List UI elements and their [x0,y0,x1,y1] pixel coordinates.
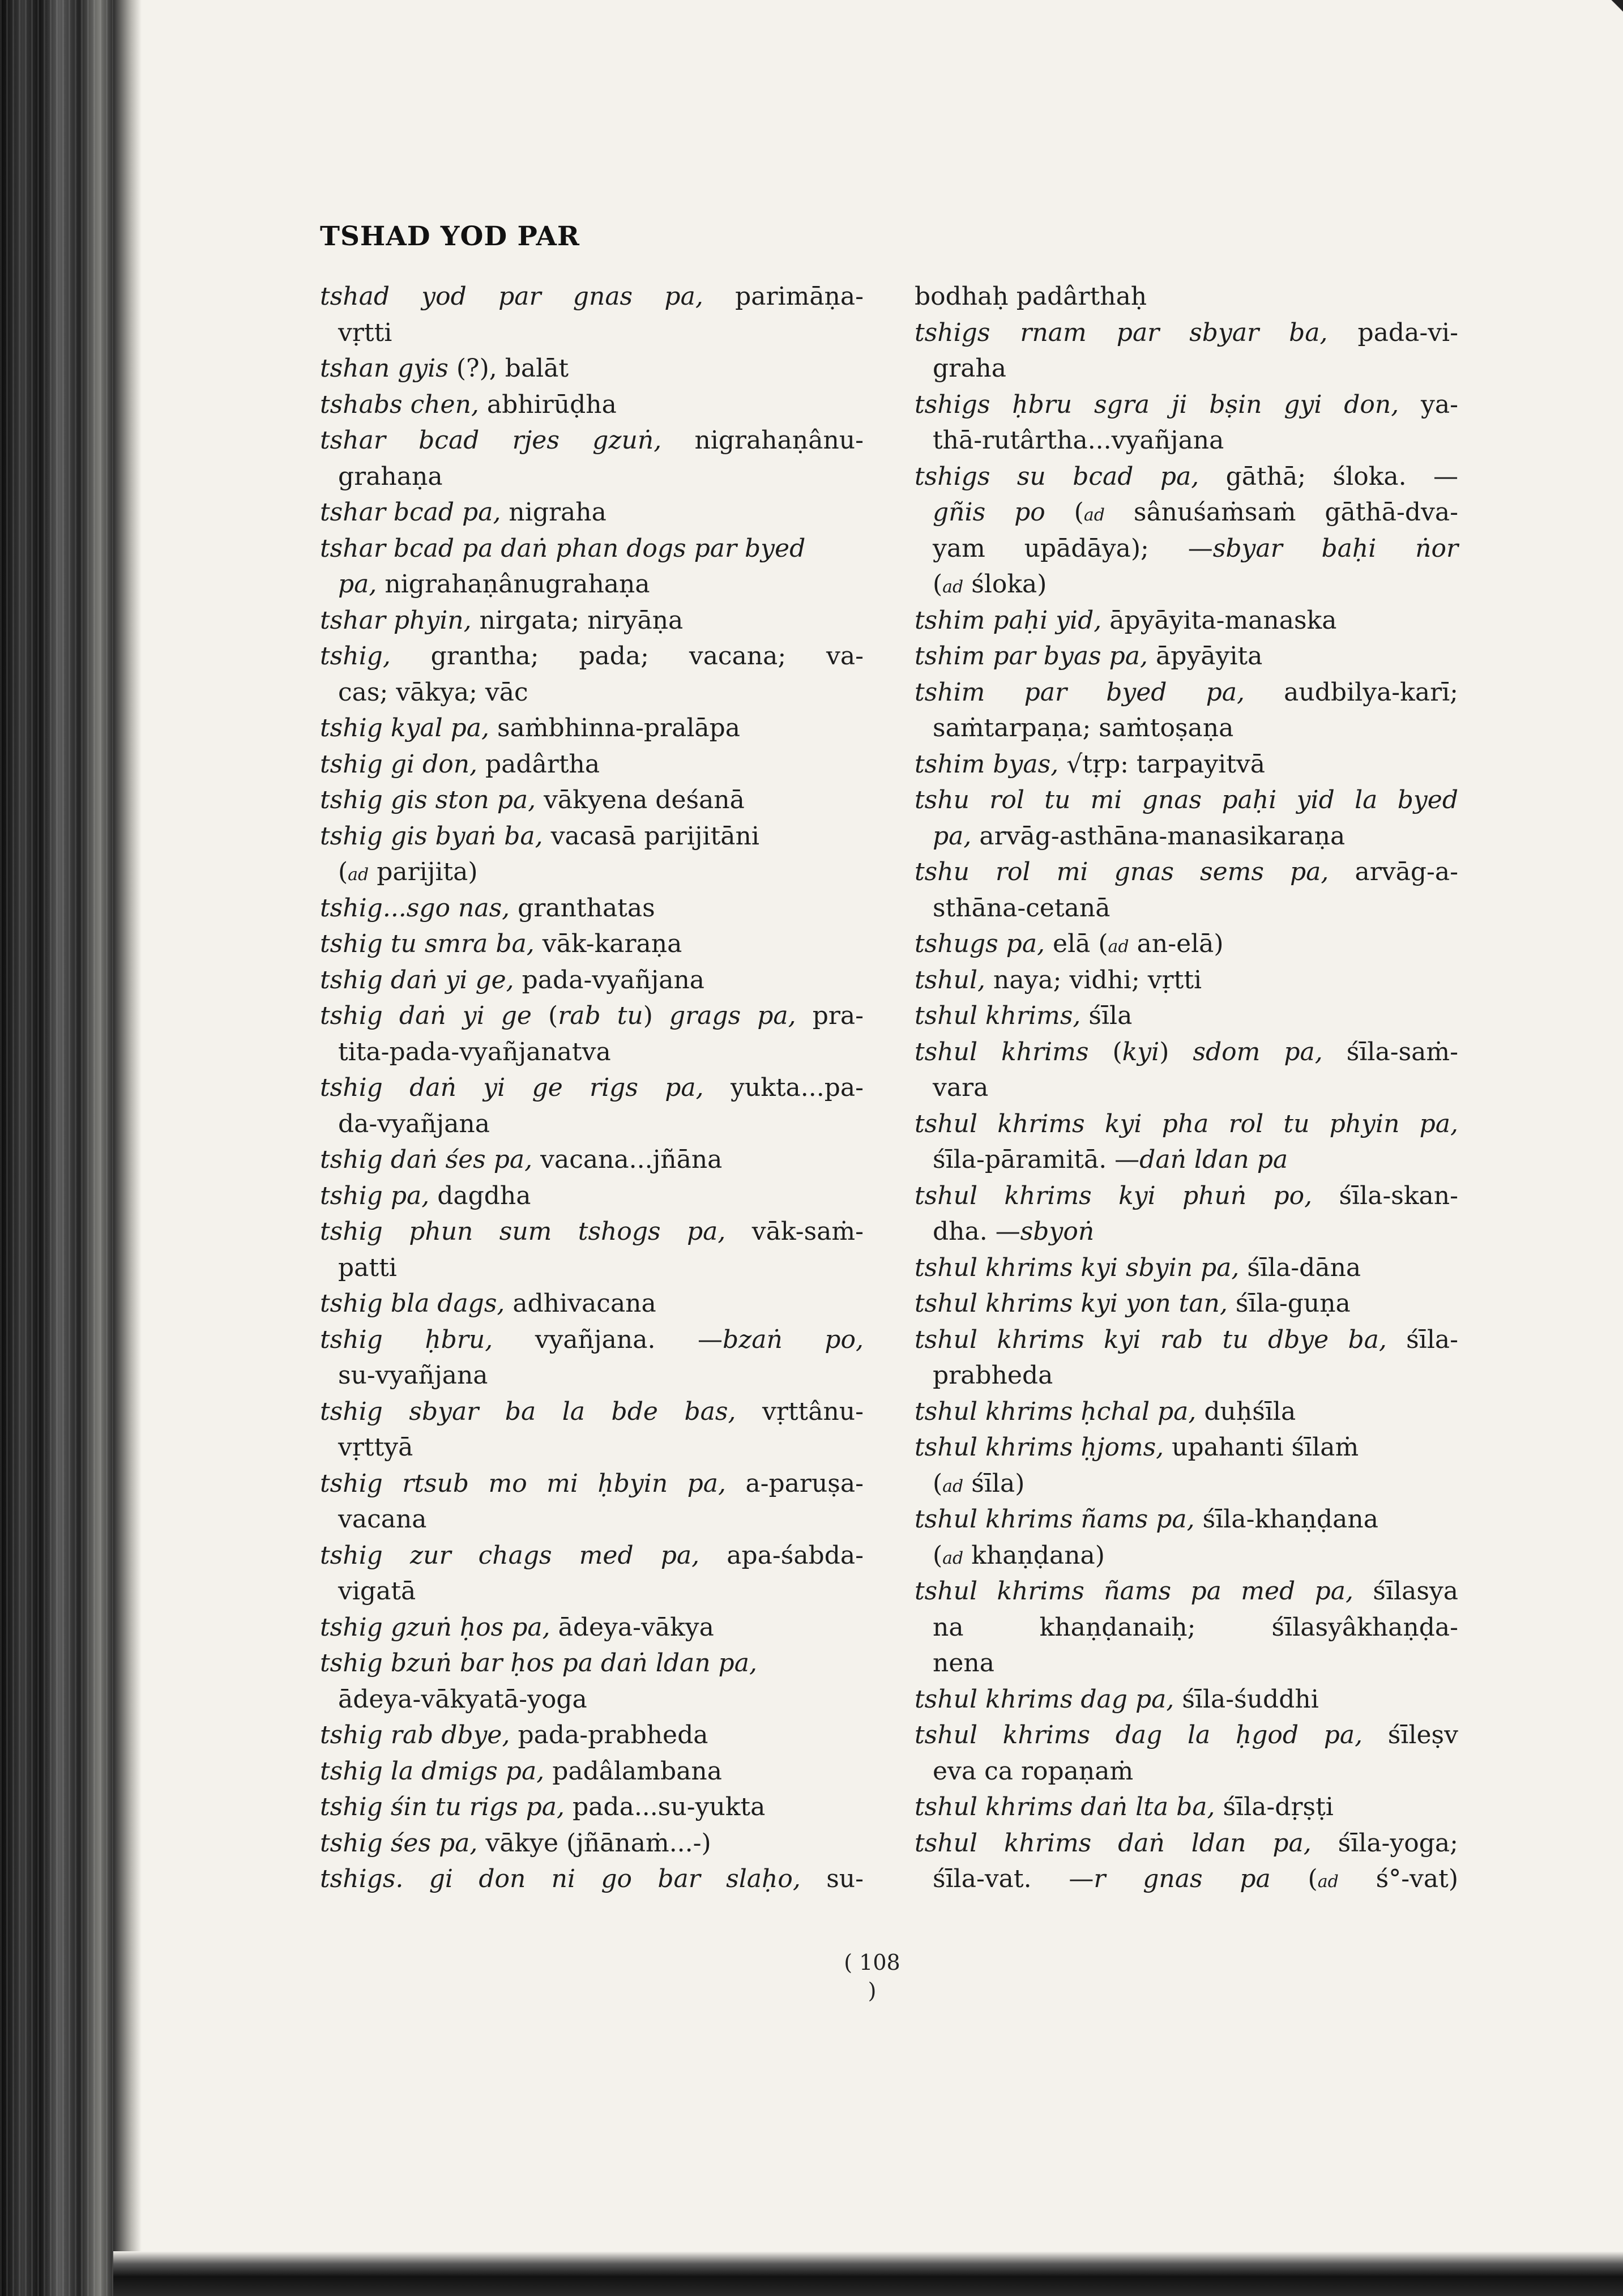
sanskrit-equivalent: śīleṣv [1387,1721,1458,1749]
entry-continuation-line [320,854,864,890]
tibetan-term: sdom pa, [1193,1037,1347,1066]
tibetan-term: tshigs rnam par sbyar ba, [915,318,1358,347]
sanskrit-equivalent: vacasā parijitāni [550,821,759,851]
sanskrit-equivalent: duḥśīla [1204,1397,1296,1426]
entry-line [915,1178,1458,1214]
entry-line [915,962,1458,998]
tibetan-term: tshim byas, [915,749,1067,779]
sanskrit-equivalent: ) [1159,1037,1193,1066]
tibetan-term: tshul khrims kyi sbyin pa, [915,1253,1248,1282]
tibetan-term: tshig phun sum tshogs pa, [320,1217,752,1246]
note-abbrev: ad [942,577,964,597]
sanskrit-equivalent: vāk-karaṇa [542,929,682,958]
binding-texture [0,0,113,2296]
entry-line [320,1286,864,1322]
tibetan-term: tshigs. gi don ni go bar slaḥo, [320,1864,827,1893]
tibetan-term: r gnas pa [1094,1864,1308,1893]
sanskrit-equivalent: pra- [812,1001,864,1030]
tibetan-term: tshar bcad pa daṅ phan dogs par byed [320,534,806,563]
tibetan-term: tshar bcad rjes gzuṅ, [320,426,695,455]
sanskrit-equivalent: pada...su-yukta [573,1793,766,1821]
entry-continuation-line [320,1358,864,1394]
entry-line [320,782,864,818]
sanskrit-equivalent: dha. — [933,1217,1020,1246]
entry-line [320,1753,864,1790]
entry-line [320,1645,864,1682]
sanskrit-equivalent: śloka) [963,570,1047,599]
tibetan-term: kyi [1122,1037,1160,1066]
entry-line [320,387,864,423]
sanskrit-equivalent: vara [933,1073,989,1102]
tibetan-term: tshig bzuṅ bar ḥos pa daṅ ldan pa, [320,1649,757,1678]
tibetan-term: tshar phyin, [320,605,480,635]
sanskrit-equivalent: śīla-skan- [1339,1181,1458,1210]
sanskrit-equivalent: ya- [1421,390,1458,419]
tibetan-term: tshig śin tu rigs pa, [320,1793,573,1821]
entry-line [915,1322,1458,1358]
tibetan-term: tshig daṅ yi ge rigs pa, [320,1073,731,1102]
sanskrit-equivalent: sânuśaṁsaṁ gāthā-dva- [1104,498,1458,527]
sanskrit-equivalent: ādeya-vākyatā-yoga [338,1684,587,1714]
sanskrit-equivalent: (?), balāt [456,354,569,383]
entry-continuation-line [320,1250,864,1286]
tibetan-term: tshul khrims, [915,1001,1089,1030]
tibetan-term: tshabs chen, [320,390,487,419]
tibetan-term: tshig sbyar ba la bde bas, [320,1397,762,1426]
tibetan-term: tshig la dmigs pa, [320,1756,553,1786]
tibetan-term: bzaṅ po, [722,1325,864,1354]
entry-continuation-line [320,1429,864,1466]
entry-continuation-line [320,315,864,351]
sanskrit-equivalent: ( [1112,1037,1122,1066]
entry-line [320,638,864,675]
entry-continuation-line [915,1610,1458,1646]
sanskrit-equivalent: śīla-śuddhi [1182,1684,1319,1714]
entry-line [915,279,1458,315]
entry-line [320,746,864,783]
sanskrit-equivalent: nigrahaṇânugrahaṇa [385,570,650,599]
entry-line [320,1070,864,1106]
tibetan-term: tshig gi don, [320,749,486,779]
sanskrit-equivalent: vacana [338,1505,427,1534]
entry-line [320,890,864,927]
entry-continuation-line [915,818,1458,855]
tibetan-term: tshig daṅ yi ge, [320,965,522,995]
entry-continuation-line [320,1682,864,1718]
tibetan-term: tshigs su bcad pa, [915,462,1226,491]
entry-line [915,1573,1458,1610]
sanskrit-equivalent: adhivacana [512,1289,656,1318]
sanskrit-equivalent: tita-pada-vyañjanatva [338,1037,611,1066]
tibetan-term: tshan gyis [320,354,456,383]
sanskrit-equivalent: naya; vidhi; vṛtti [993,965,1202,995]
entry-continuation-line [915,890,1458,927]
entry-continuation-line [915,1861,1458,1897]
sanskrit-equivalent: vacana...jñāna [540,1145,723,1174]
entry-continuation-line [915,1645,1458,1682]
tibetan-term: rab tu [558,1001,643,1030]
right-column [915,279,1458,1897]
entry-line [915,1825,1458,1862]
note-abbrev: ad [348,865,369,885]
entry-line [915,603,1458,639]
entry-continuation-line [915,1358,1458,1394]
sanskrit-equivalent: √tṛp: tarpayitvā [1066,749,1265,779]
sanskrit-equivalent: patti [338,1253,397,1282]
sanskrit-equivalent: vyañjana. — [535,1325,723,1354]
sanskrit-equivalent: vākyena deśanā [544,786,745,814]
tibetan-term: tshugs pa, [915,929,1053,958]
sanskrit-equivalent: grahaṇa [338,462,443,491]
entry-line [915,1717,1458,1753]
note-abbrev: ad [1108,937,1129,957]
tibetan-term: tshar bcad pa, [320,498,509,527]
tibetan-term: tshig bla dags, [320,1289,513,1318]
tibetan-term: tshul khrims ñams pa, [915,1505,1203,1534]
sanskrit-equivalent: thā-rutârtha...vyañjana [933,426,1224,455]
tibetan-term: tshul khrims [915,1037,1113,1066]
entry-line [915,459,1458,495]
entry-line [320,1394,864,1430]
entry-line [320,1825,864,1862]
sanskrit-equivalent: su- [826,1864,864,1893]
entry-line [915,1429,1458,1466]
sanskrit-equivalent: prabheda [933,1361,1053,1390]
entry-line [320,818,864,855]
sanskrit-equivalent: a-paruṣa- [745,1469,864,1498]
tibetan-term: sbyar baḥi ṅor [1212,534,1459,563]
sanskrit-equivalent: vigatā [338,1577,416,1606]
entry-continuation-line [915,1538,1458,1574]
tibetan-term: tshul, [915,965,993,995]
sanskrit-equivalent: padâlambana [552,1756,722,1786]
entry-line [915,926,1458,962]
sanskrit-equivalent: śīla [1088,1001,1133,1030]
tibetan-term: tshul khrims kyi yon tan, [915,1289,1236,1318]
tibetan-term: tshig...sgo nas, [320,893,518,923]
tibetan-term: tshul khrims ḥjoms, [915,1433,1172,1462]
note-abbrev: ad [942,1548,964,1568]
tibetan-term: tshu rol mi gnas sems pa, [915,857,1355,886]
entry-continuation-line [320,459,864,495]
entry-line [320,1789,864,1825]
entry-line [320,351,864,387]
sanskrit-equivalent: śīla- [1406,1325,1458,1354]
entry-line [320,1214,864,1250]
entry-continuation-line [915,566,1458,603]
sanskrit-equivalent: ( [933,1540,943,1570]
page-corner-mark [1597,0,1623,23]
sanskrit-equivalent: gāthā; śloka. — [1225,462,1458,491]
entry-line [915,746,1458,783]
entry-line [915,1034,1458,1070]
sanskrit-equivalent: padârtha [485,749,600,779]
entry-continuation-line [915,494,1458,531]
entry-line [915,1286,1458,1322]
sanskrit-equivalent: ( [548,1001,558,1030]
sanskrit-equivalent: nigraha [509,498,607,527]
entry-continuation-line [915,531,1458,567]
entry-continuation-line [915,1214,1458,1250]
entry-line [915,1682,1458,1718]
entry-line [915,782,1458,818]
note-abbrev: ad [1317,1872,1339,1892]
sanskrit-equivalent: vāk-saṁ- [751,1217,864,1246]
entry-line [320,1717,864,1753]
entry-continuation-line [320,675,864,711]
sanskrit-equivalent: vṛttânu- [762,1397,864,1426]
entry-line [320,1861,864,1897]
sanskrit-equivalent: ( [1308,1864,1318,1893]
tibetan-term: tshad yod par gnas pa, [320,282,736,311]
tibetan-term: tshul khrims ḥchal pa, [915,1397,1205,1426]
sanskrit-equivalent: upahanti śīlaṁ [1172,1433,1359,1462]
entry-line [915,1250,1458,1286]
sanskrit-equivalent: abhirūḍha [486,390,617,419]
sanskrit-equivalent: yukta...pa- [731,1073,864,1102]
sanskrit-equivalent: arvāg-a- [1355,857,1458,886]
tibetan-term: daṅ ldan pa [1139,1145,1288,1174]
entry-continuation-line [320,1034,864,1070]
sanskrit-equivalent: elā ( [1053,929,1108,958]
entry-line [915,854,1458,890]
running-header: TSHAD YOD PAR [320,221,580,252]
sanskrit-equivalent: khaṇḍana) [963,1540,1105,1570]
entry-continuation-line [915,351,1458,387]
entry-continuation-line [320,566,864,603]
entry-line [320,926,864,962]
tibetan-term: tshul khrims daṅ lta ba, [915,1793,1223,1821]
sanskrit-equivalent: ( [933,570,943,599]
sanskrit-equivalent: śīla-yoga; [1338,1828,1458,1858]
sanskrit-equivalent: saṁtarpaṇa; saṁtoṣaṇa [933,714,1234,742]
sanskrit-equivalent: na khaṇḍanaiḥ; śīlasyâkhaṇḍa- [933,1612,1458,1642]
entry-line [320,1466,864,1502]
sanskrit-equivalent: parimāṇa- [735,282,864,311]
tibetan-term: tshig daṅ śes pa, [320,1145,541,1174]
entry-line [320,1178,864,1214]
tibetan-term: sbyoṅ [1020,1217,1095,1246]
sanskrit-equivalent: su-vyañjana [338,1361,488,1390]
tibetan-term: tshig rtsub mo mi ḥbyin pa, [320,1469,746,1498]
tibetan-term: tshul khrims daṅ ldan pa, [915,1828,1338,1858]
tibetan-term: tshim paḥi yid, [915,605,1110,635]
tibetan-term: grags pa, [669,1001,813,1030]
entry-continuation-line [915,1466,1458,1502]
left-column [320,279,864,1897]
tibetan-term: tshul khrims kyi pha rol tu phyin pa, [915,1109,1458,1138]
tibetan-term: tshig gzuṅ ḥos pa, [320,1612,558,1642]
sanskrit-equivalent: da-vyañjana [338,1109,490,1138]
entry-line [320,279,864,315]
note-abbrev: ad [1083,505,1105,525]
tibetan-term: tshig śes pa, [320,1828,486,1858]
entry-line [320,1538,864,1574]
sanskrit-equivalent: pada-prabheda [518,1721,708,1749]
sanskrit-equivalent: grantha; pada; vacana; va- [430,642,864,671]
sanskrit-equivalent: śīla-khaṇḍana [1202,1505,1378,1534]
sanskrit-equivalent: nena [933,1649,994,1678]
tibetan-term: tshim par byed pa, [915,677,1284,707]
sanskrit-equivalent: ś°-vat) [1338,1864,1458,1893]
entry-line [915,1106,1458,1142]
sanskrit-equivalent: śīlasya [1373,1577,1458,1606]
tibetan-term: tshul khrims dag pa, [915,1684,1182,1714]
sanskrit-equivalent: śīla-vat. — [933,1864,1094,1893]
entry-line [320,962,864,998]
entry-continuation-line [915,1142,1458,1178]
entry-continuation-line [320,1106,864,1142]
entry-continuation-line [915,423,1458,459]
sanskrit-equivalent: śīla-pāramitā. — [933,1145,1140,1174]
entry-line [915,638,1458,675]
tibetan-term: tshig, [320,642,431,671]
sanskrit-equivalent: ( [338,857,348,886]
sanskrit-equivalent: pada-vi- [1357,318,1458,347]
entry-line [915,998,1458,1034]
entry-continuation-line [320,1501,864,1538]
sanskrit-equivalent: ) [643,1001,669,1030]
sanskrit-equivalent: an-elā) [1129,929,1224,958]
sanskrit-equivalent: arvāg-asthāna-manasikaraṇa [979,821,1346,851]
sanskrit-equivalent: pada-vyañjana [522,965,705,995]
entry-line [915,1394,1458,1430]
sanskrit-equivalent: bodhaḥ padârthaḥ [915,282,1147,311]
tibetan-term: tshigs ḥbru sgra ji bṣin gyi don, [915,390,1421,419]
tibetan-term: tshim par byas pa, [915,642,1156,671]
sanskrit-equivalent: āpyāyita [1156,642,1263,671]
entry-line [915,1501,1458,1538]
page-number: ( 108 ) [844,1950,900,2003]
sanskrit-equivalent: nirgata; niryāṇa [479,605,684,635]
entry-continuation-line [915,1753,1458,1790]
tibetan-term: tshul khrims kyi rab tu dbye ba, [915,1325,1407,1354]
entry-line [320,1142,864,1178]
tibetan-term: tshig tu smra ba, [320,929,543,958]
tibetan-term: tshul khrims ñams pa med pa, [915,1577,1373,1606]
tibetan-term: tshul khrims dag la ḥgod pa, [915,1721,1388,1749]
sanskrit-equivalent: saṁbhinna-pralāpa [497,714,741,742]
tibetan-term: tshig zur chags med pa, [320,1540,727,1570]
sanskrit-equivalent: āpyāyita-manaska [1109,605,1337,635]
tibetan-term: tshul khrims kyi phuṅ po, [915,1181,1339,1210]
tibetan-term: tshig pa, [320,1181,438,1210]
sanskrit-equivalent: ādeya-vākya [558,1612,714,1642]
entry-line [320,603,864,639]
tibetan-term: tshig daṅ yi ge [320,1001,549,1030]
sanskrit-equivalent: vākye (jñānaṁ...-) [485,1828,711,1858]
tibetan-term: tshu rol tu mi gnas paḥi yid la byed [915,786,1458,814]
entry-line [320,1322,864,1358]
sanskrit-equivalent: ( [933,1469,943,1498]
tibetan-term: tshig gis ston pa, [320,786,544,814]
sanskrit-equivalent: śīla) [963,1469,1025,1498]
entry-line [915,315,1458,351]
sanskrit-equivalent: sthāna-cetanā [933,893,1111,923]
entry-line [320,531,864,567]
tibetan-term: gñis po [933,498,1074,527]
bottom-edge-shadow [113,2251,1623,2296]
sanskrit-equivalent: nigrahaṇânu- [694,426,864,455]
sanskrit-equivalent: śīla-dāna [1247,1253,1361,1282]
tibetan-term: pa, [338,570,385,599]
tibetan-term: tshig ḥbru, [320,1325,535,1354]
sanskrit-equivalent: śīla-dṛṣṭi [1223,1793,1334,1821]
entry-line [320,423,864,459]
tibetan-term: pa, [933,821,980,851]
sanskrit-equivalent: vṛttyā [338,1433,413,1462]
entry-line [915,1789,1458,1825]
entry-line [915,387,1458,423]
entry-line [320,710,864,746]
sanskrit-equivalent: eva ca ropaṇaṁ [933,1756,1134,1786]
tibetan-term: tshig rab dbye, [320,1721,518,1749]
tibetan-term: tshig gis byaṅ ba, [320,821,551,851]
entry-continuation-line [915,1070,1458,1106]
entry-line [915,675,1458,711]
sanskrit-equivalent: audbilya-karī; [1284,677,1458,707]
sanskrit-equivalent: ( [1074,498,1084,527]
sanskrit-equivalent: śīla-guṇa [1235,1289,1351,1318]
entry-line [320,1610,864,1646]
entry-line [320,998,864,1034]
tibetan-term: tshig kyal pa, [320,714,498,742]
sanskrit-equivalent: parijita) [369,857,478,886]
sanskrit-equivalent: vṛtti [338,318,392,347]
sanskrit-equivalent: graha [933,354,1007,383]
sanskrit-equivalent: dagdha [437,1181,531,1210]
entry-continuation-line [915,710,1458,746]
sanskrit-equivalent: śīla-saṁ- [1346,1037,1459,1066]
sanskrit-equivalent: cas; vākya; vāc [338,677,528,707]
sanskrit-equivalent: apa-śabda- [727,1540,864,1570]
sanskrit-equivalent: granthatas [518,893,655,923]
note-abbrev: ad [942,1476,964,1496]
entry-continuation-line [320,1573,864,1610]
entry-line [320,494,864,531]
sanskrit-equivalent: yam upādāya); — [933,534,1213,563]
